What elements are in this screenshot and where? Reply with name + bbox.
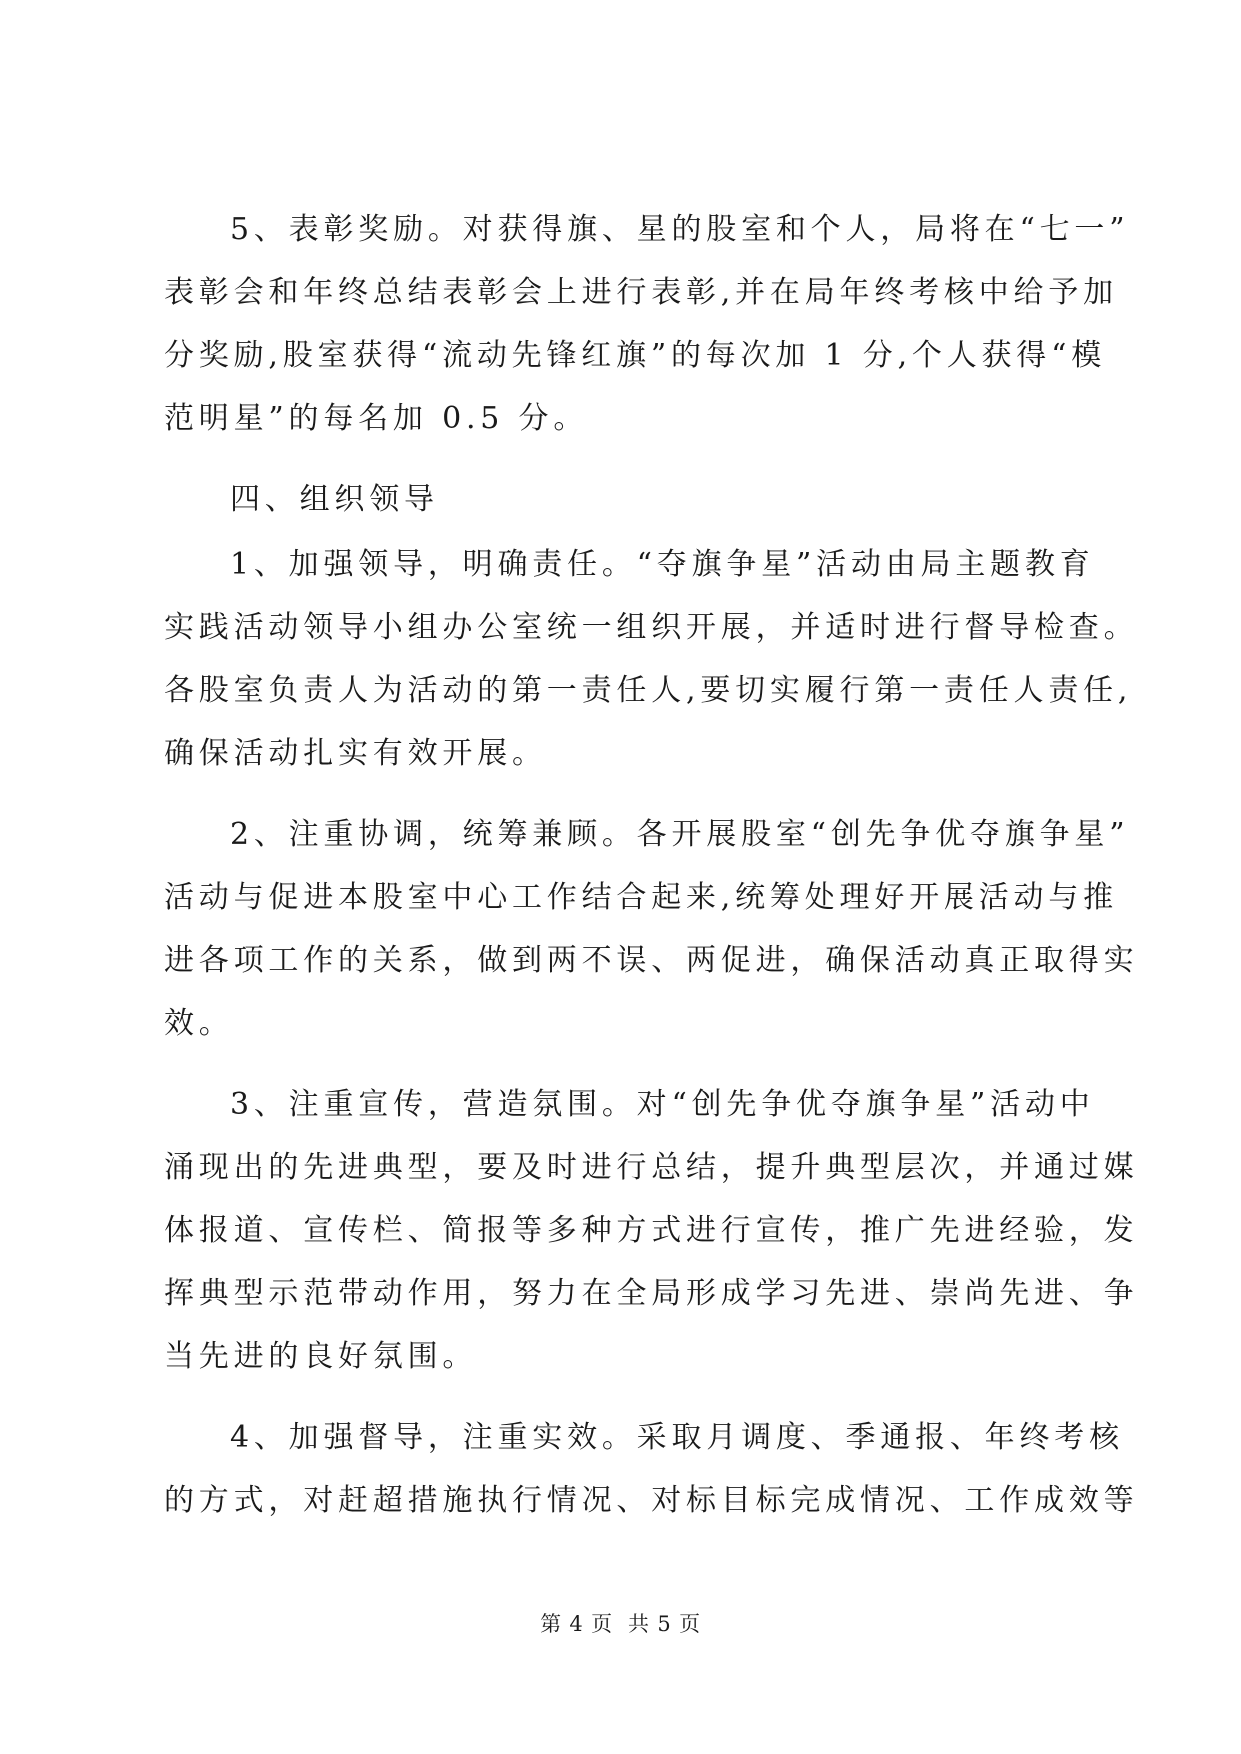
page-number-footer: 第 4 页 共 5 页 xyxy=(540,1612,701,1636)
paragraph-1-leadership-line-4: 确保活动扎实有效开展。 xyxy=(164,736,547,771)
section-heading-organization-leadership: 四、组织领导 xyxy=(230,482,439,517)
paragraph-5-commendation-line-2: 表彰会和年终总结表彰会上进行表彰,并在局年终考核中给予加 xyxy=(164,275,1118,310)
paragraph-3-publicity-line-1: 3、注重宣传，营造氛围。对“创先争优夺旗争星”活动中 xyxy=(230,1087,1095,1122)
paragraph-4-supervision-line-2: 的方式，对赶超措施执行情况、对标目标完成情况、工作成效等 xyxy=(164,1483,1139,1518)
paragraph-1-leadership-line-3: 各股室负责人为活动的第一责任人,要切实履行第一责任人责任, xyxy=(164,673,1133,708)
paragraph-1-leadership-line-2: 实践活动领导小组办公室统一组织开展，并适时进行督导检查。 xyxy=(164,610,1139,645)
paragraph-3-publicity-line-5: 当先进的良好氛围。 xyxy=(164,1339,478,1374)
paragraph-3-publicity-line-3: 体报道、宣传栏、简报等多种方式进行宣传，推广先进经验，发 xyxy=(164,1213,1139,1248)
paragraph-5-commendation-line-3: 分奖励,股室获得“流动先锋红旗”的每次加 1 分,个人获得“模 xyxy=(164,338,1107,373)
paragraph-3-publicity-line-4: 挥典型示范带动作用，努力在全局形成学习先进、崇尚先进、争 xyxy=(164,1276,1139,1311)
paragraph-2-coordination-line-2: 活动与促进本股室中心工作结合起来,统筹处理好开展活动与推 xyxy=(164,880,1118,915)
paragraph-4-supervision-line-1: 4、加强督导，注重实效。采取月调度、季通报、年终考核 xyxy=(230,1420,1124,1455)
paragraph-1-leadership-line-1: 1、加强领导，明确责任。“夺旗争星”活动由局主题教育 xyxy=(230,547,1095,582)
paragraph-3-publicity-line-2: 涌现出的先进典型，要及时进行总结，提升典型层次，并通过媒 xyxy=(164,1150,1139,1185)
paragraph-2-coordination-line-4: 效。 xyxy=(164,1006,234,1041)
paragraph-2-coordination-line-1: 2、注重协调，统筹兼顾。各开展股室“创先争优夺旗争星” xyxy=(230,817,1130,852)
paragraph-2-coordination-line-3: 进各项工作的关系，做到两不误、两促进，确保活动真正取得实 xyxy=(164,943,1139,978)
paragraph-5-commendation-line-4: 范明星”的每名加 0.5 分。 xyxy=(164,401,589,436)
paragraph-5-commendation-line-1: 5、表彰奖励。对获得旗、星的股室和个人，局将在“七一” xyxy=(230,212,1130,247)
